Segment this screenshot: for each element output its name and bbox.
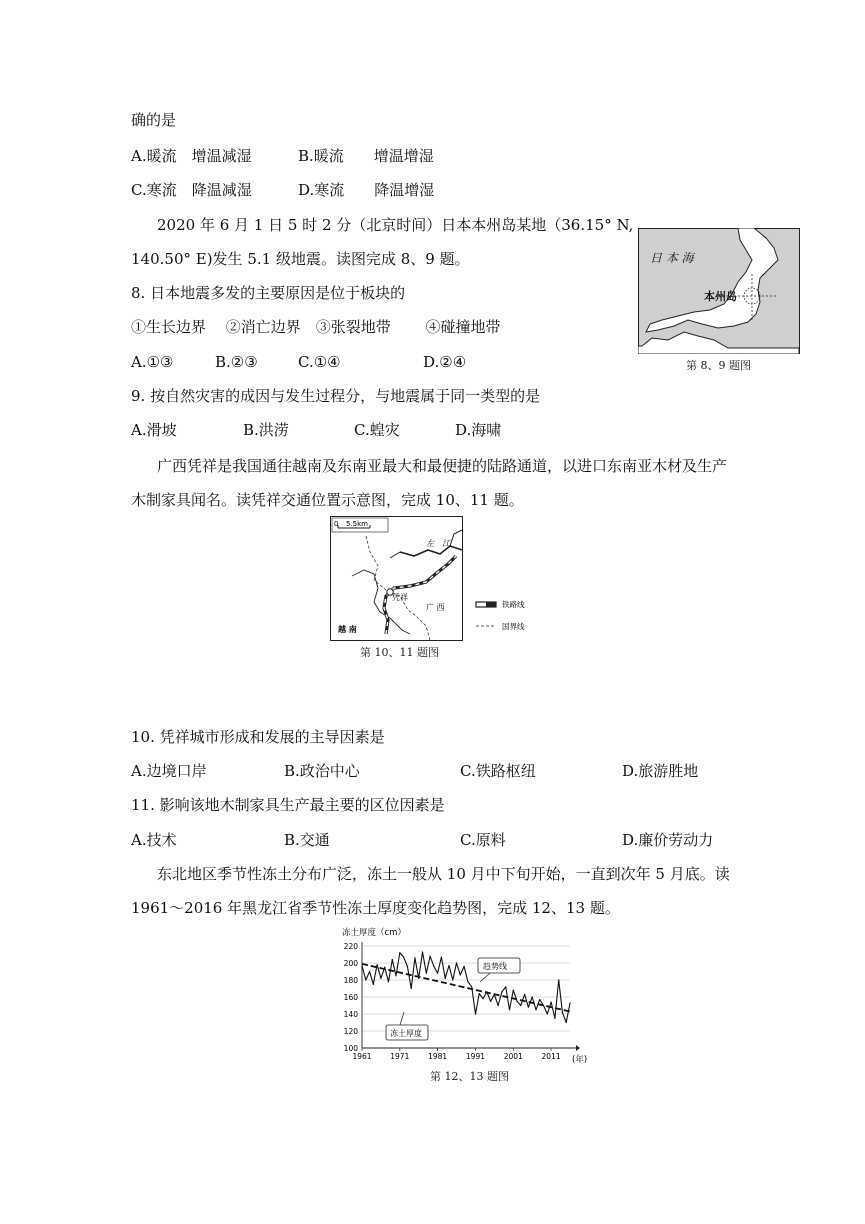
data-point-1979	[429, 956, 430, 957]
data-point-1969	[392, 959, 393, 960]
data-point-1992	[479, 993, 480, 994]
q9-option-b[interactable]: B.洪涝	[243, 421, 289, 439]
q7-stem-tail: 确的是	[131, 111, 177, 129]
annotation-thickness-label: 冻土厚度	[390, 1029, 422, 1038]
data-point-1989	[467, 981, 468, 982]
data-point-2005	[528, 1007, 529, 1008]
figure-pingxiang-map	[330, 516, 542, 644]
x-tick-1981: 1981	[428, 1052, 448, 1061]
data-point-1999	[505, 986, 506, 987]
q8-option-b[interactable]: B.②③	[215, 353, 258, 371]
x-tick-1961: 1961	[352, 1052, 372, 1061]
q10-stem: 10. 凭祥城市形成和发展的主导因素是	[131, 728, 385, 746]
q11-option-a[interactable]: A.技术	[131, 831, 177, 849]
data-point-1991	[475, 1013, 476, 1014]
chart-grid	[362, 946, 570, 1031]
data-point-1982	[441, 956, 442, 957]
data-point-1961	[361, 965, 362, 966]
passage-earthquake-line2: 140.50° E)发生 5.1 级地震。读图完成 8、9 题。	[131, 250, 470, 268]
data-point-2012	[554, 1018, 555, 1019]
q7-option-a[interactable]: A.暖流 增温减湿	[131, 147, 252, 165]
map-label-island: 本州岛	[704, 290, 737, 303]
figure-8-9-caption: 第 8、9 题图	[686, 359, 751, 372]
data-point-1990	[471, 986, 472, 987]
q11-option-b[interactable]: B.交通	[284, 831, 330, 849]
data-point-1978	[426, 973, 427, 974]
data-point-2015	[566, 1022, 567, 1023]
chart-x-ticks	[352, 1052, 560, 1061]
data-point-1987	[460, 974, 461, 975]
data-point-2010	[547, 1013, 548, 1014]
series-frost-thickness-line	[362, 952, 570, 1023]
q8-stem: 8. 日本地震多发的主要原因是位于板块的	[131, 284, 406, 302]
data-point-2006	[532, 996, 533, 997]
data-point-1988	[464, 966, 465, 967]
x-axis-arrow	[576, 1045, 580, 1051]
legend-border-label: 国界线	[502, 622, 525, 631]
city-label: 凭祥	[392, 593, 408, 602]
q7-option-c[interactable]: C.寒流 降温减湿	[131, 181, 252, 199]
map-frame	[331, 517, 463, 641]
q7-option-b[interactable]: B.暖流 增温增湿	[298, 147, 434, 165]
q9-option-c[interactable]: C.蝗灾	[354, 421, 400, 439]
data-point-2013	[558, 979, 559, 980]
data-point-1962	[365, 979, 366, 980]
passage-pingxiang-line2: 木制家具闻名。读凭祥交通位置示意图，完成 10、11 题。	[131, 491, 524, 509]
passage-northeast-line2: 1961～2016 年黑龙江省季节性冻土厚度变化趋势图，完成 12、13 题。	[131, 899, 620, 917]
q10-option-c[interactable]: C.铁路枢纽	[460, 762, 536, 780]
data-point-1998	[501, 991, 502, 992]
passage-northeast-line1: 东北地区季节性冻土分布广泛，冻土一般从 10 月中下旬开始，一直到次年 5 月底。读	[157, 865, 730, 883]
q8-option-c[interactable]: C.①④	[298, 353, 341, 371]
data-point-1968	[388, 981, 389, 982]
data-point-2000	[509, 1009, 510, 1010]
x-tick-1991: 1991	[465, 1052, 486, 1061]
data-point-2001	[513, 990, 514, 991]
chart-x-axis-label: (年)	[572, 1055, 588, 1065]
q10-option-a[interactable]: A.边境口岸	[131, 762, 207, 780]
q8-choices: ①生长边界 ②消亡边界 ③张裂地带 ④碰撞地带	[131, 318, 501, 336]
data-point-2002	[516, 1001, 517, 1002]
passage-pingxiang-line1: 广西凭祥是我国通往越南及东南亚最大和最便捷的陆路通道，以进口东南亚木材及生产	[157, 457, 728, 475]
data-point-1984	[448, 965, 449, 966]
chart-series	[361, 951, 570, 1023]
region-label-guangxi: 广 西	[426, 603, 445, 612]
figure-10-11-caption: 第 10、11 题图	[360, 646, 439, 659]
data-point-2014	[562, 1012, 563, 1013]
q11-option-d[interactable]: D.廉价劳动力	[622, 831, 714, 849]
data-point-2011	[550, 1002, 551, 1003]
q8-option-d[interactable]: D.②④	[423, 353, 467, 371]
q9-stem: 9. 按自然灾害的成因与发生过程分，与地震属于同一类型的是	[131, 387, 541, 405]
y-tick-120: 120	[343, 1027, 358, 1036]
y-tick-140: 140	[343, 1010, 358, 1019]
annotation-trend-label: 趋势线	[483, 962, 507, 971]
series-trend-line	[362, 964, 570, 1012]
data-point-1971	[399, 952, 400, 953]
y-tick-160: 160	[343, 993, 358, 1002]
passage-earthquake-line1: 2020 年 6 月 1 日 5 时 2 分（北京时间）日本本州岛某地（36.15° N,	[157, 216, 634, 234]
data-point-1964	[373, 984, 374, 985]
data-point-1993	[482, 998, 483, 999]
river-label: 左 江	[426, 539, 450, 548]
data-point-1977	[422, 951, 423, 952]
q9-option-a[interactable]: A.滑坡	[131, 421, 177, 439]
x-tick-2001: 2001	[503, 1052, 523, 1061]
data-point-1980	[433, 966, 434, 967]
y-tick-220: 220	[343, 942, 358, 951]
data-point-1967	[384, 967, 385, 968]
q7-option-d[interactable]: D.寒流 降温增湿	[298, 181, 435, 199]
scale-length-label: 5.5km	[346, 520, 369, 528]
data-point-1997	[498, 1005, 499, 1006]
data-point-1974	[411, 988, 412, 989]
region-label-vietnam: 越 南	[338, 625, 357, 634]
x-tick-2011: 2011	[541, 1052, 561, 1061]
data-point-1963	[369, 971, 370, 972]
data-point-2016	[569, 1002, 570, 1003]
y-tick-100: 100	[343, 1044, 358, 1053]
data-point-1972	[403, 956, 404, 957]
scale-zero-label: 0	[334, 520, 339, 528]
data-point-1965	[377, 964, 378, 965]
data-point-2007	[535, 1009, 536, 1010]
data-point-2008	[539, 999, 540, 1000]
q8-option-a[interactable]: A.①③	[131, 353, 174, 371]
data-point-1970	[395, 975, 396, 976]
x-tick-1971: 1971	[390, 1052, 410, 1061]
data-point-1975	[414, 957, 415, 958]
frost-thickness-chart	[330, 922, 610, 1070]
data-point-1983	[445, 978, 446, 979]
figure-12-13-caption: 第 12、13 题图	[430, 1070, 509, 1083]
q9-option-d[interactable]: D.海啸	[455, 421, 502, 439]
y-tick-180: 180	[343, 976, 358, 985]
chart-y-axis-label: 冻土厚度（cm）	[342, 928, 406, 938]
legend-rail-label: 铁路线	[502, 600, 525, 609]
data-point-1981	[437, 973, 438, 974]
q10-option-d[interactable]: D.旅游胜地	[622, 762, 699, 780]
figure-japan-map	[638, 228, 800, 354]
y-tick-200: 200	[343, 959, 358, 968]
data-point-1973	[407, 966, 408, 967]
map-label-sea: 日 本 海	[650, 251, 694, 265]
chart-y-ticks	[344, 942, 359, 1053]
data-point-1995	[490, 1001, 491, 1002]
data-point-1966	[380, 978, 381, 979]
data-point-1986	[456, 962, 457, 963]
q10-option-b[interactable]: B.政治中心	[284, 762, 360, 780]
q11-option-c[interactable]: C.原料	[460, 831, 506, 849]
data-point-2003	[520, 1005, 521, 1006]
data-point-2004	[524, 994, 525, 995]
data-point-1985	[452, 979, 453, 980]
q11-stem: 11. 影响该地木制家具生产最主要的区位因素是	[131, 796, 445, 814]
